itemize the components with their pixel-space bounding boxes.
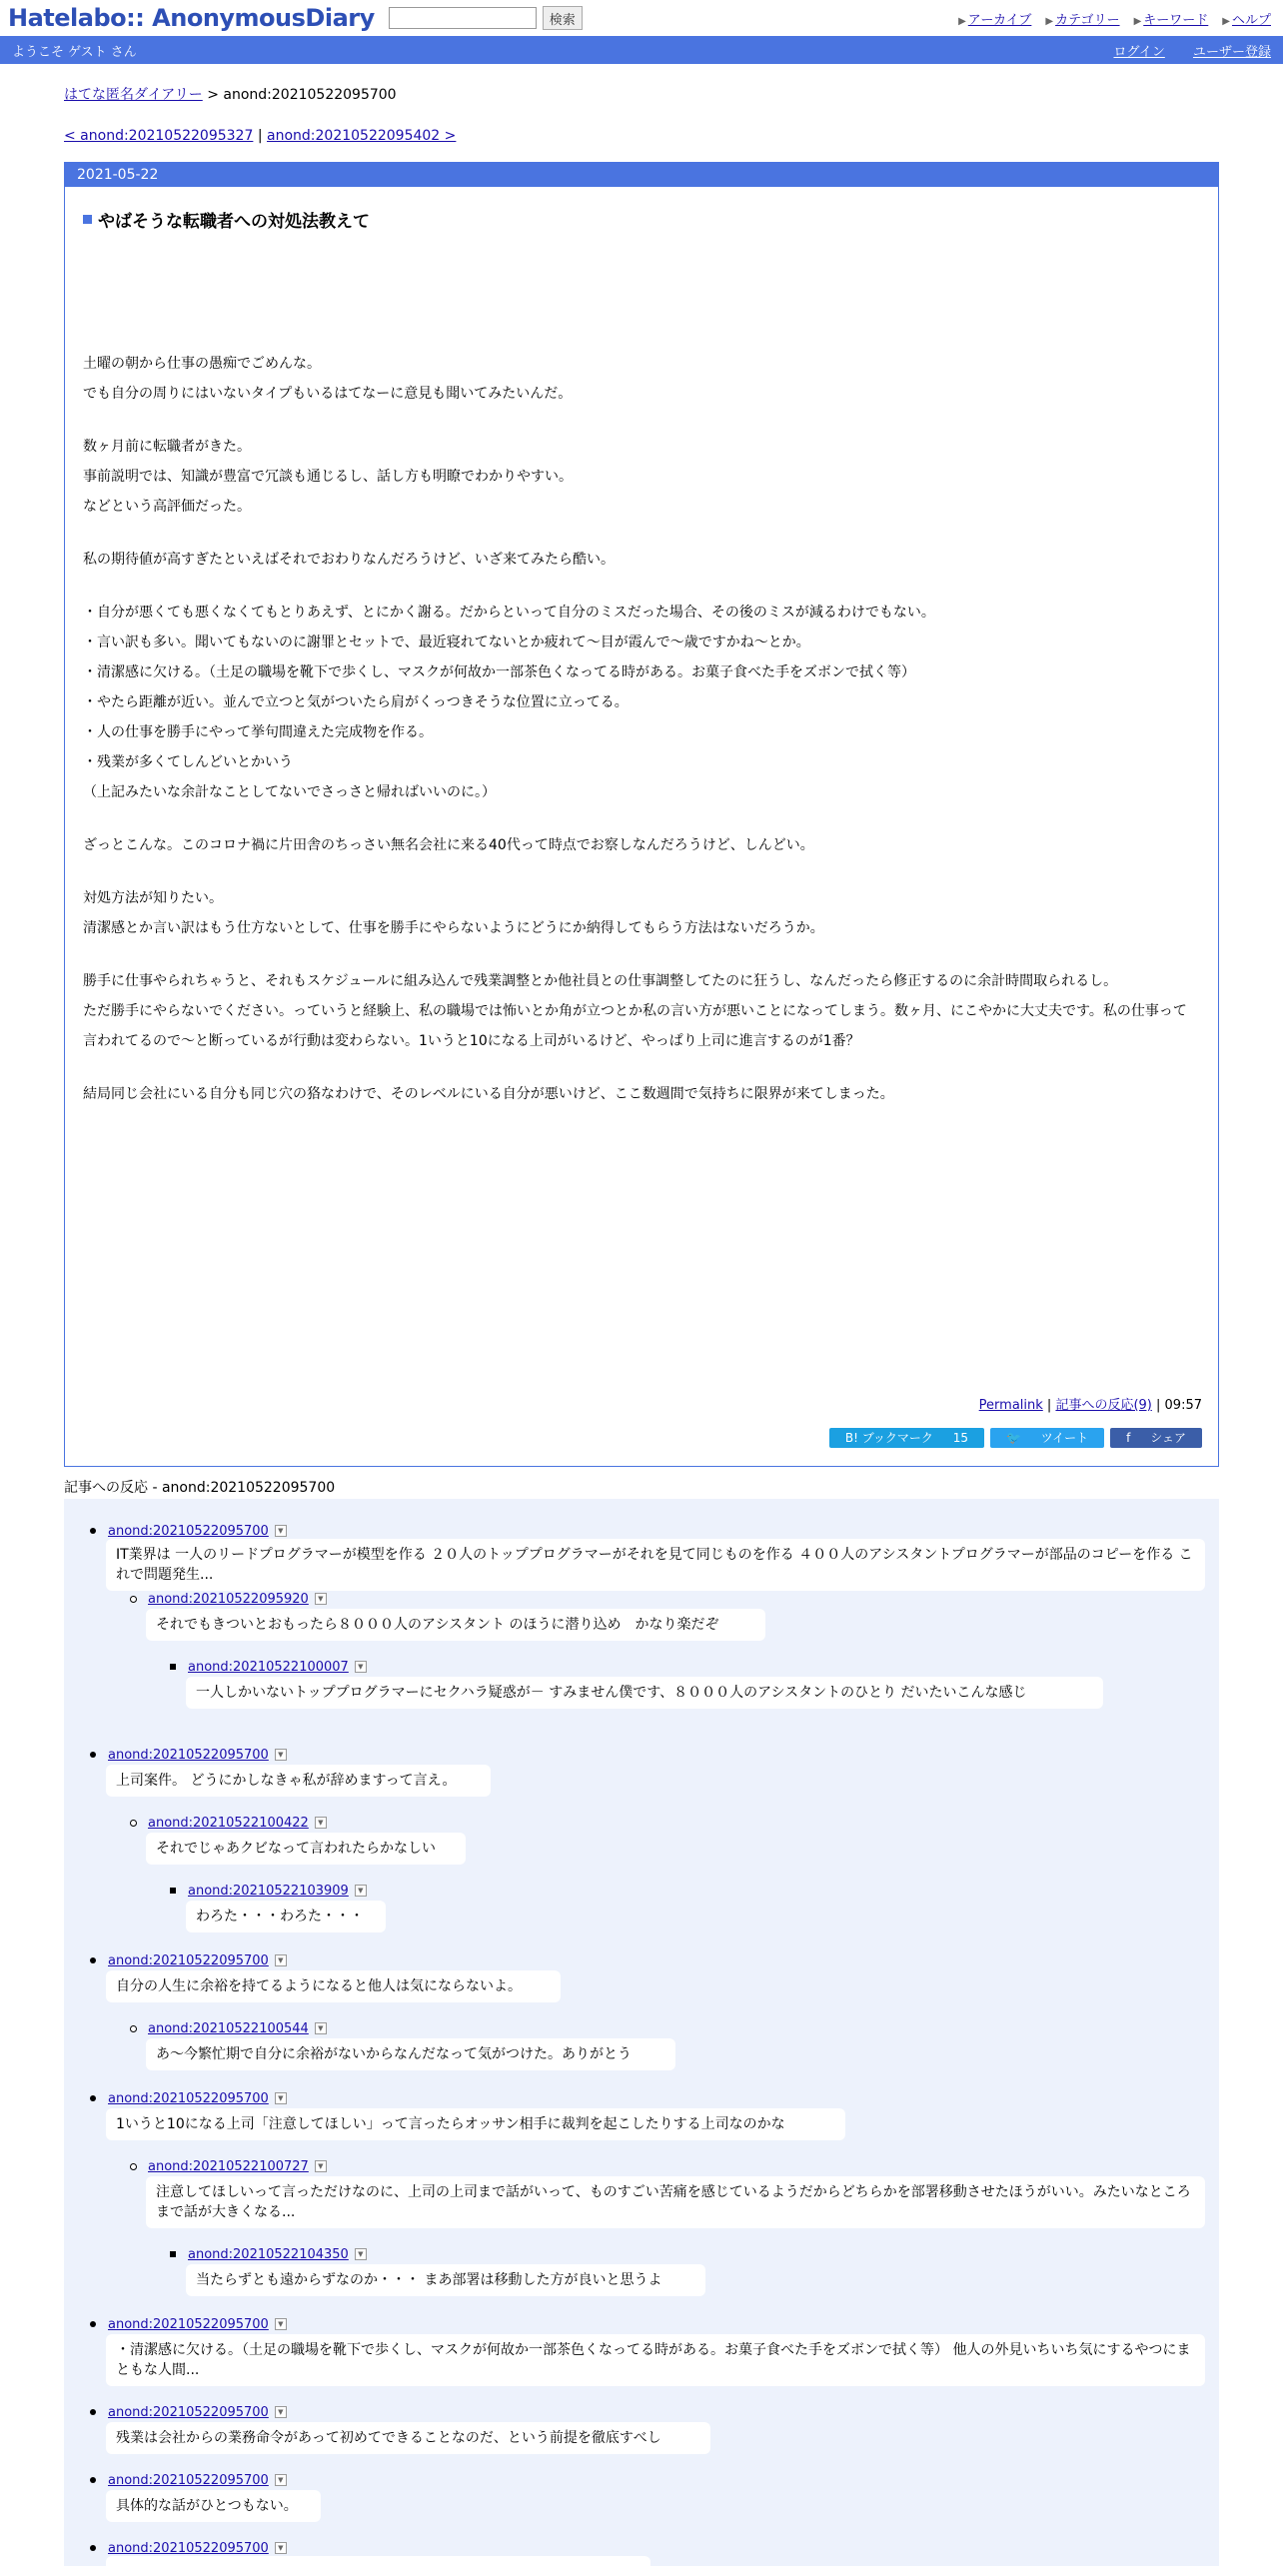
entry-footer: Permalink | 記事への反応(9) | 09:57 bbox=[978, 1398, 1202, 1413]
body-line: 土曜の朝から仕事の愚痴でごめんな。 bbox=[83, 356, 321, 372]
nav-help-link[interactable]: ヘルプ bbox=[1231, 13, 1271, 28]
response-excerpt: 上司案件。 どうにかしなきゃ私が辞めますって言え。 bbox=[106, 1765, 491, 1797]
response-item bbox=[108, 2472, 287, 2488]
entry-title-text: やばそうな転職者への対処法教えて bbox=[98, 212, 370, 232]
hatena-bookmark-button[interactable] bbox=[829, 1428, 984, 1448]
response-item bbox=[108, 2316, 287, 2332]
list-bullet-icon bbox=[170, 1888, 176, 1894]
body-line: 清潔感とか言い訳はもう仕方ないとして、仕事を勝手にやらないようにどうにか納得してもらう方法はないだろうか。 bbox=[83, 920, 824, 936]
nav-category[interactable] bbox=[1045, 9, 1119, 28]
nav-archive-link[interactable]: アーカイブ bbox=[967, 13, 1032, 28]
top-nav bbox=[958, 9, 1271, 28]
response-excerpt: IT業界は 一人のリードプログラマーが模型を作る ２０人のトッププログラマーがそれを見て同じものを作る ４００人のアシスタントプログラマーが部品のコピーを作る これで問題発生... bbox=[106, 1539, 1205, 1591]
paragraph-gap bbox=[83, 807, 1200, 830]
paragraph-gap bbox=[83, 860, 1200, 883]
body-line: ・自分が悪くても悪くなくてもとりあえず、とにかく謝る。だからといって自分のミスだった場合、その後のミスが減るわけでもない。 bbox=[83, 605, 935, 621]
list-bullet-icon bbox=[130, 1820, 137, 1827]
dropdown-icon[interactable]: ▼ bbox=[275, 1525, 287, 1537]
response-item bbox=[108, 2404, 287, 2420]
response-item bbox=[108, 1747, 287, 1763]
entry-pager bbox=[64, 128, 1219, 144]
response-item bbox=[188, 1659, 367, 1675]
title-square-icon[interactable] bbox=[83, 215, 92, 224]
dropdown-icon[interactable]: ▼ bbox=[275, 1749, 287, 1761]
dropdown-icon[interactable]: ▼ bbox=[275, 2092, 287, 2104]
body-line: 私の期待値が高すぎたといえばそれでおわりなんだろうけど、いざ来てみたら酷い。 bbox=[83, 552, 615, 568]
response-item bbox=[148, 2020, 327, 2036]
bullet-icon: ▶ bbox=[1133, 16, 1142, 27]
response-link[interactable]: anond:20210522104350 bbox=[188, 2247, 349, 2262]
response-excerpt: あ〜今繁忙期で自分に余裕がないからなんだなって気がつけた。ありがとう bbox=[146, 2038, 675, 2070]
entry-box bbox=[64, 162, 1219, 1467]
list-bullet-icon bbox=[170, 2251, 176, 2257]
tweet-button[interactable] bbox=[990, 1428, 1104, 1448]
dropdown-icon[interactable]: ▼ bbox=[315, 1593, 327, 1605]
entry-title bbox=[83, 207, 1218, 232]
search-button[interactable]: 検索 bbox=[543, 6, 583, 30]
search-input[interactable] bbox=[389, 7, 537, 29]
response-excerpt: 1いうと10になる上司「注意してほしい」って言ったらオッサン相手に裁判を起こしたりする上司なのかな bbox=[106, 2108, 845, 2140]
response-excerpt: 注意してほしいって言っただけなのに、上司の上司まで話がいって、ものすごい苦痛を感じているようだからどちらかを部署移動させたほうがいい。みたいなところまで話が大きくなる... bbox=[146, 2176, 1205, 2228]
pager-sep: | bbox=[253, 128, 268, 144]
response-link[interactable]: anond:20210522095700 bbox=[108, 2473, 269, 2488]
nav-archive[interactable] bbox=[958, 9, 1031, 28]
dropdown-icon[interactable]: ▼ bbox=[355, 2248, 367, 2260]
response-link[interactable]: anond:20210522095700 bbox=[108, 2317, 269, 2332]
bookmark-label: B! ブックマーク bbox=[844, 1431, 933, 1445]
response-link[interactable]: anond:20210522100727 bbox=[148, 2159, 309, 2174]
response-link[interactable]: anond:20210522100422 bbox=[148, 1816, 309, 1831]
response-excerpt: それでじゃあクビなって言われたらかなしい bbox=[146, 1833, 466, 1865]
bookmark-count: 15 bbox=[952, 1431, 968, 1445]
body-line: ・残業が多くてしんどいとかいう bbox=[83, 754, 293, 770]
response-item bbox=[188, 1883, 367, 1899]
body-line: 対処方法が知りたい。 bbox=[83, 890, 223, 906]
body-line: 勝手に仕事やられちゃうと、それもスケジュールに組み込んで残業調整とか他社員との仕事調整してたのに狂うし、なんだったら修正するのに余計時間取られるし。 bbox=[83, 973, 1118, 989]
response-item bbox=[148, 2158, 327, 2174]
body-line: 数ヶ月前に転職者がきた。 bbox=[83, 439, 251, 455]
response-link[interactable]: anond:20210522095700 bbox=[108, 1953, 269, 1968]
welcome-text: ようこそ ゲスト さん bbox=[12, 44, 137, 60]
list-bullet-icon bbox=[90, 2095, 96, 2101]
response-item bbox=[148, 1815, 327, 1831]
tweet-label: ツイート bbox=[1040, 1431, 1089, 1445]
list-bullet-icon bbox=[130, 1596, 137, 1603]
nav-help[interactable] bbox=[1222, 9, 1271, 28]
response-link[interactable]: anond:20210522095700 bbox=[108, 2405, 269, 2420]
share-buttons bbox=[829, 1428, 1202, 1448]
entry-body bbox=[83, 349, 1200, 1109]
body-line: ・言い訳も多い。聞いてもないのに謝罪とセットで、最近寝れてないとか疲れて〜目が霞んで〜歳ですかね〜とか。 bbox=[83, 635, 810, 650]
response-excerpt: それでもきついとおもったら８０００人のアシスタント のほうに潜り込め かなり楽だぞ bbox=[146, 1609, 765, 1641]
bullet-icon: ▶ bbox=[1222, 16, 1230, 27]
dropdown-icon[interactable]: ▼ bbox=[275, 1954, 287, 1966]
body-line: ざっとこんな。このコロナ禍に片田舎のちっさい無名会社に来る40代って時点でお察しなんだろうけど、しんどい。 bbox=[83, 837, 814, 853]
dropdown-icon[interactable]: ▼ bbox=[275, 2318, 287, 2330]
nav-keyword[interactable] bbox=[1134, 9, 1209, 28]
site-logo[interactable]: Hatelabo:: AnonymousDiary bbox=[8, 4, 375, 32]
response-excerpt: 自分の人生に余裕を持てるようになると他人は気にならないよ。 bbox=[106, 1970, 561, 2002]
paragraph-gap bbox=[83, 522, 1200, 545]
responses-list bbox=[64, 1499, 1219, 2566]
dropdown-icon[interactable]: ▼ bbox=[315, 2160, 327, 2172]
dropdown-icon[interactable]: ▼ bbox=[355, 1661, 367, 1673]
facebook-icon: f bbox=[1126, 1431, 1131, 1445]
dropdown-icon[interactable]: ▼ bbox=[315, 2022, 327, 2034]
response-excerpt: わろた・・・わろた・・・ bbox=[186, 1901, 386, 1932]
list-bullet-icon bbox=[90, 2545, 96, 2551]
list-bullet-icon bbox=[130, 2163, 137, 2170]
body-line: ・人の仕事を勝手にやって挙句間違えた完成物を作る。 bbox=[83, 724, 433, 740]
permalink[interactable]: Permalink bbox=[978, 1398, 1043, 1413]
register-link[interactable]: ユーザー登録 bbox=[1192, 44, 1271, 60]
twitter-icon: 🐦 bbox=[1005, 1431, 1021, 1445]
response-excerpt bbox=[106, 2556, 650, 2576]
paragraph-gap bbox=[83, 1056, 1200, 1079]
share-label: シェア bbox=[1150, 1431, 1186, 1445]
list-bullet-icon bbox=[90, 2477, 96, 2483]
response-link[interactable]: anond:20210522103909 bbox=[188, 1884, 349, 1899]
response-link[interactable]: anond:20210522095700 bbox=[108, 1524, 269, 1539]
response-link[interactable]: anond:20210522100544 bbox=[148, 2021, 309, 2036]
breadcrumb-current: anond:20210522095700 bbox=[223, 87, 397, 103]
nav-category-link[interactable]: カテゴリー bbox=[1055, 13, 1120, 28]
paragraph-gap bbox=[83, 575, 1200, 598]
dropdown-icon[interactable]: ▼ bbox=[275, 2474, 287, 2486]
response-item bbox=[108, 2540, 287, 2556]
dropdown-icon[interactable]: ▼ bbox=[275, 2406, 287, 2418]
response-link[interactable]: anond:20210522095700 bbox=[108, 2541, 269, 2556]
dropdown-icon[interactable]: ▼ bbox=[355, 1885, 367, 1897]
nav-keyword-link[interactable]: キーワード bbox=[1143, 13, 1209, 28]
body-line: でも自分の周りにはいないタイプもいるはてなーに意見も聞いてみたいんだ。 bbox=[83, 386, 573, 402]
response-excerpt: ・清潔感に欠ける。（土足の職場を靴下で歩くし、マスクが何故か一部茶色くなってる時がある。お菓子食べた手をズボンで拭く等） 他人の外見いちいち気にするやつにまともな人間... bbox=[106, 2334, 1205, 2386]
response-item bbox=[108, 1523, 287, 1539]
response-item bbox=[188, 2246, 367, 2262]
list-bullet-icon bbox=[90, 1752, 96, 1758]
list-bullet-icon bbox=[130, 2025, 137, 2032]
paragraph-gap bbox=[83, 943, 1200, 966]
welcome-bar bbox=[0, 36, 1283, 64]
response-excerpt: 具体的な話がひとつもない。 bbox=[106, 2490, 321, 2522]
body-line: ただ勝手にやらないでください。っていうと経験上、私の職場では怖いとか角が立つとか私の言い方が悪いことになってしまう。数ヶ月、にこやかに大丈夫です。私の仕事って言われてるので〜と断っているが行動は変わらない。1いうと10になる上司がいるけど、やっぱり上司に進言するのが1番？ bbox=[83, 1003, 1187, 1049]
main-area bbox=[64, 64, 1219, 144]
body-line: ・清潔感に欠ける。（土足の職場を靴下で歩くし、マスクが何故か一部茶色くなってる時がある。お菓子食べた手をズボンで拭く等） bbox=[83, 664, 915, 680]
response-item bbox=[108, 2090, 287, 2106]
breadcrumb bbox=[64, 84, 1219, 104]
bullet-icon: ▶ bbox=[958, 16, 966, 27]
list-bullet-icon bbox=[90, 2409, 96, 2415]
reactions-link[interactable]: 記事への反応(9) bbox=[1055, 1398, 1152, 1413]
responses-heading: 記事への反応 - anond:20210522095700 bbox=[64, 1477, 1219, 1501]
response-link[interactable]: anond:20210522095700 bbox=[108, 1748, 269, 1763]
body-line: （上記みたいな余計なことしてないでさっさと帰ればいいのに。） bbox=[83, 784, 496, 800]
body-line: 結局同じ会社にいる自分も同じ穴の狢なわけで、そのレベルにいる自分が悪いけど、ここ数週間で気持ちに限界が来てしまった。 bbox=[83, 1086, 894, 1102]
list-bullet-icon bbox=[90, 1957, 96, 1963]
entry-time: 09:57 bbox=[1164, 1398, 1202, 1413]
site-header bbox=[0, 0, 1283, 36]
response-item bbox=[108, 1952, 287, 1968]
entry-date: 2021-05-22 bbox=[65, 163, 1218, 187]
response-link[interactable]: anond:20210522095700 bbox=[108, 2091, 269, 2106]
body-line: などという高評価だった。 bbox=[83, 499, 251, 515]
response-item bbox=[148, 1591, 327, 1607]
breadcrumb-sep: > bbox=[202, 87, 224, 103]
bullet-icon: ▶ bbox=[1045, 16, 1054, 27]
response-excerpt: 一人しかいないトッププログラマーにセクハラ疑惑が－ すみません僕です、８０００人のアシスタントのひとり だいたいこんな感じ bbox=[186, 1677, 1103, 1709]
body-line: 事前説明では、知識が豊富で冗談も通じるし、話し方も明瞭でわかりやすい。 bbox=[83, 469, 573, 485]
login-link[interactable]: ログイン bbox=[1113, 44, 1165, 60]
response-excerpt: 当たらずとも遠からずなのか・・・ まあ部署は移動した方が良いと思うよ bbox=[186, 2264, 705, 2296]
response-link[interactable]: anond:20210522100007 bbox=[188, 1660, 349, 1675]
list-bullet-icon bbox=[170, 1664, 176, 1670]
dropdown-icon[interactable]: ▼ bbox=[275, 2542, 287, 2554]
body-line: ・やたら距離が近い。並んで立つと気がついたら肩がくっつきそうな位置に立ってる。 bbox=[83, 694, 629, 710]
response-excerpt: 残業は会社からの業務命令があって初めてできることなのだ、という前提を徹底すべし bbox=[106, 2422, 710, 2454]
dropdown-icon[interactable]: ▼ bbox=[315, 1817, 327, 1829]
paragraph-gap bbox=[83, 409, 1200, 432]
next-entry-link[interactable]: anond:20210522095402 > bbox=[267, 128, 457, 144]
prev-entry-link[interactable]: < anond:20210522095327 bbox=[64, 128, 254, 144]
list-bullet-icon bbox=[90, 2321, 96, 2327]
list-bullet-icon bbox=[90, 1528, 96, 1534]
response-link[interactable]: anond:20210522095920 bbox=[148, 1592, 309, 1607]
breadcrumb-home[interactable]: はてな匿名ダイアリー bbox=[64, 87, 203, 103]
facebook-share-button[interactable] bbox=[1110, 1428, 1202, 1448]
